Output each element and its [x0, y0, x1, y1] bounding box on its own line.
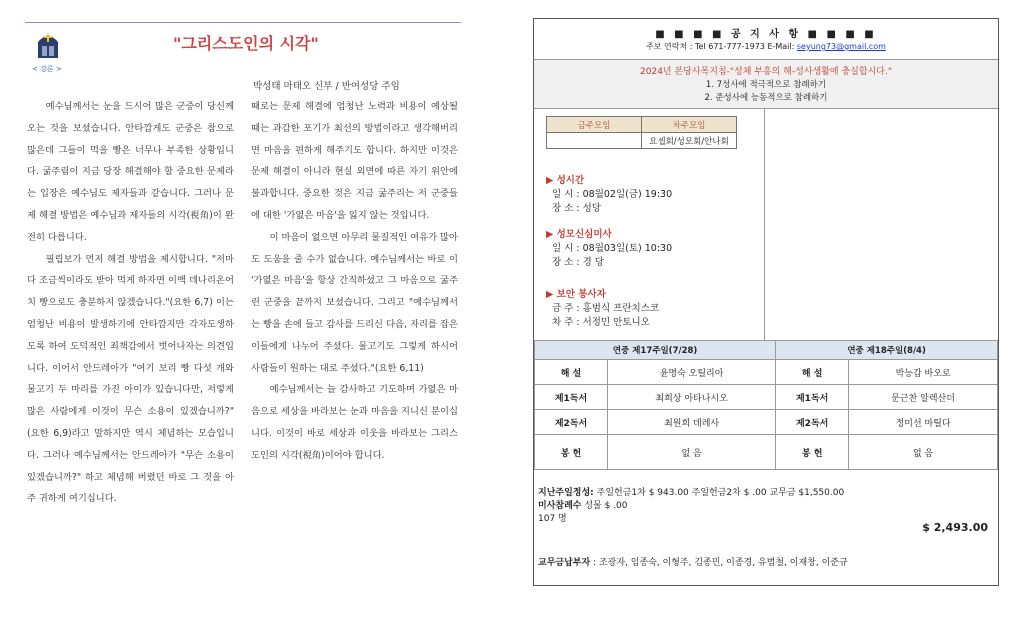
contact-email-link[interactable]: seyung73@gmail.com: [796, 42, 886, 51]
this-week-meeting: [547, 133, 642, 149]
next-week-volunteer: 차 주 : 서정민 안토니오: [552, 317, 650, 328]
section-heading: ▶ 성시간: [546, 175, 585, 186]
event-date: 일 시 : 08월02일(금) 19:30: [552, 189, 673, 200]
donors-label: 교무금납부자: [538, 558, 591, 568]
homily-title: "그리스도인의 시각": [173, 34, 319, 53]
week1-person: 최희상 아타나시오: [608, 385, 776, 410]
table-row: [535, 385, 998, 410]
holy-hour-section: [546, 174, 672, 216]
attendance-label: 미사참례수: [538, 501, 582, 511]
week1-header: 연중 제17주일(7/28): [535, 341, 776, 360]
this-week-meeting-header: 금주모임: [547, 117, 642, 133]
banner-item: 1. 7성사에 적극적으로 참례하기: [705, 80, 827, 90]
homily-column-2: [251, 96, 458, 467]
donors-names: : 조광자, 임종숙, 이형주, 김종민, 이종경, 유범철, 이재창, 이준규: [593, 558, 848, 568]
role-label: 해 설: [535, 360, 608, 385]
contact-text: 주보 연락처 : Tel 671-777-1973 E-Mail:: [646, 42, 795, 51]
homily-column-1: [27, 96, 234, 510]
table-row: [535, 360, 998, 385]
paragraph: 이 마음이 없으면 아무리 물질적인 여유가 많아도 도움을 줄 수가 없습니다. 예수님께서는 바로 이 '가엾은 마음'을 항상 간직하셨고 그 마음으로 굶주린 군중을 끝까지 보셨습니다. 그리고 "예수님께서는 빵을 손에 들고 감사를 드리신 다음, 자리를 잡은 이들에게 나누어 주셨다. 물고기도 그렇게 하시어 사람들이 원하는 대로 주셨다."(요한 6,11): [251, 231, 458, 374]
week2-person: 박능갑 바오로: [849, 360, 998, 385]
role-label: 해 설: [776, 360, 849, 385]
section-heading: ▶ 보안 봉사자: [546, 289, 606, 300]
meetings-table: [546, 116, 737, 149]
logo-caption: < 강론 >: [32, 65, 62, 73]
finance-line-1: [538, 487, 994, 500]
section-heading: ▶ 성모신심미사: [546, 229, 612, 240]
attendance-count: 107 명: [538, 514, 567, 524]
week2-person: 정미선 마틸다: [849, 410, 998, 435]
role-label: 제1독서: [535, 385, 608, 410]
total-amount: $ 2,493.00: [922, 521, 988, 534]
banner-headline: 2024년 본당사목지침-"성체 부흥의 해-성사생활에 충실합시다.": [640, 67, 892, 77]
church-logo-icon: [35, 30, 61, 60]
role-label: 제1독서: [776, 385, 849, 410]
week1-person: 최원희 데레사: [608, 410, 776, 435]
event-place: 장 소 : 경 당: [552, 257, 604, 268]
goods-amount: 성물 $ .00: [584, 501, 628, 511]
top-rule: [25, 22, 461, 23]
events-panel: [534, 108, 765, 340]
notice-title: ■ ■ ■ ■ 공 지 사 항 ■ ■ ■ ■: [655, 29, 877, 40]
next-week-meeting-header: 차주모임: [642, 117, 737, 133]
table-row: [535, 435, 998, 470]
finance-line-2: [538, 500, 994, 513]
week2-person: 없 음: [849, 435, 998, 470]
this-week-volunteer: 금 주 : 홍범식 프란치스코: [552, 303, 660, 314]
event-place: 장 소 : 성당: [552, 203, 601, 214]
homily-byline: 박성태 마태오 신부 / 반여성당 주임: [253, 81, 400, 92]
role-label: 봉 헌: [535, 435, 608, 470]
paragraph: 필립보가 먼저 해결 방법을 제시합니다. "저마다 조금씩이라도 받아 먹게 하자면 이백 데나리온어치 빵으로도 충분하지 않겠습니다."(요한 6,7) 이는 엄청난 비용이 발생하기에 안타깝지만 각자도생하도록 하여 도덕적인 죄책감에서 벗어나자는 의견입니다. 이어서 안드레아가 "여기 보리 빵 다섯 개와 물고기 두 마리를 가진 아이가 있습니다만, 저렇게 많은 사람에게 이것이 무슨 소용이 있겠습니까?"(요한 6,9)라고 말하지만 역시 체념하는 모습입니다. 그러나 예수님께서는 안드레아가 "무슨 소용이 있겠습니까?" 하고 체념해 버렸던 바로 그 것을 아주 귀하게 여기십니다.: [27, 253, 234, 505]
week2-person: 문근찬 알렉산더: [849, 385, 998, 410]
paragraph: 예수님께서는 눈을 드시어 많은 군중이 당신께 오는 것을 보셨습니다. 안타깝게도 군중은 참으로 많은데 그들이 먹을 빵은 너무나 부족한 상황입니다. 굶주림이 지금 당장 해결해야 할 중요한 문제라는 입장은 예수님도 제자들과 같습니다. 그러나 문제 해결 방법은 예수님과 제자들의 시각(視角)이 완전히 다릅니다.: [27, 101, 234, 243]
table-row: [535, 410, 998, 435]
week1-person: 윤명숙 오틸리아: [608, 360, 776, 385]
donors-line: [538, 555, 848, 568]
role-label: 제2독서: [535, 410, 608, 435]
paragraph: 때로는 문제 해결에 엄청난 노력과 비용이 예상될 때는 과감한 포기가 최선의 방법이라고 생각해버리면 마음을 편하게 해주기도 합니다. 하지만 이것은 문제 해결이 아니라 현실 외면에 따른 자기 위안에 불과합니다. 중요한 것은 지금 굶주리는 저 군중들에 대한 '가엾은 마음'을 잃지 않는 것입니다.: [251, 101, 458, 221]
banner-item: 2. 준성사에 능동적으로 참례하기: [704, 93, 828, 103]
finance-label: 지난주일정성:: [538, 488, 594, 498]
next-week-meeting: 요셉회/성모회/안나회: [642, 133, 737, 149]
contact-line: [534, 41, 998, 52]
event-date: 일 시 : 08월03일(토) 10:30: [552, 243, 673, 254]
offering-amounts: 주일헌금1차 $ 943.00 주일헌금2차 $ .00 교무금 $1,550.00: [596, 488, 845, 498]
paragraph: 예수님께서는 늘 감사하고 기도하며 가엾은 마음으로 세상을 바라보는 눈과 마음을 지니신 분이십니다. 이것이 바로 세상과 이웃을 바라보는 그리스도인의 시각(視角)이어야 합니다.: [251, 384, 458, 461]
week1-person: 없 음: [608, 435, 776, 470]
notice-page: [533, 18, 999, 586]
week2-header: 연중 제18주일(8/4): [776, 341, 998, 360]
first-saturday-section: [546, 228, 672, 270]
liturgy-schedule-table: [534, 340, 998, 470]
pastoral-banner: [534, 59, 998, 109]
role-label: 봉 헌: [776, 435, 849, 470]
security-section: [546, 288, 659, 330]
homily-page: [25, 18, 461, 608]
role-label: 제2독서: [776, 410, 849, 435]
